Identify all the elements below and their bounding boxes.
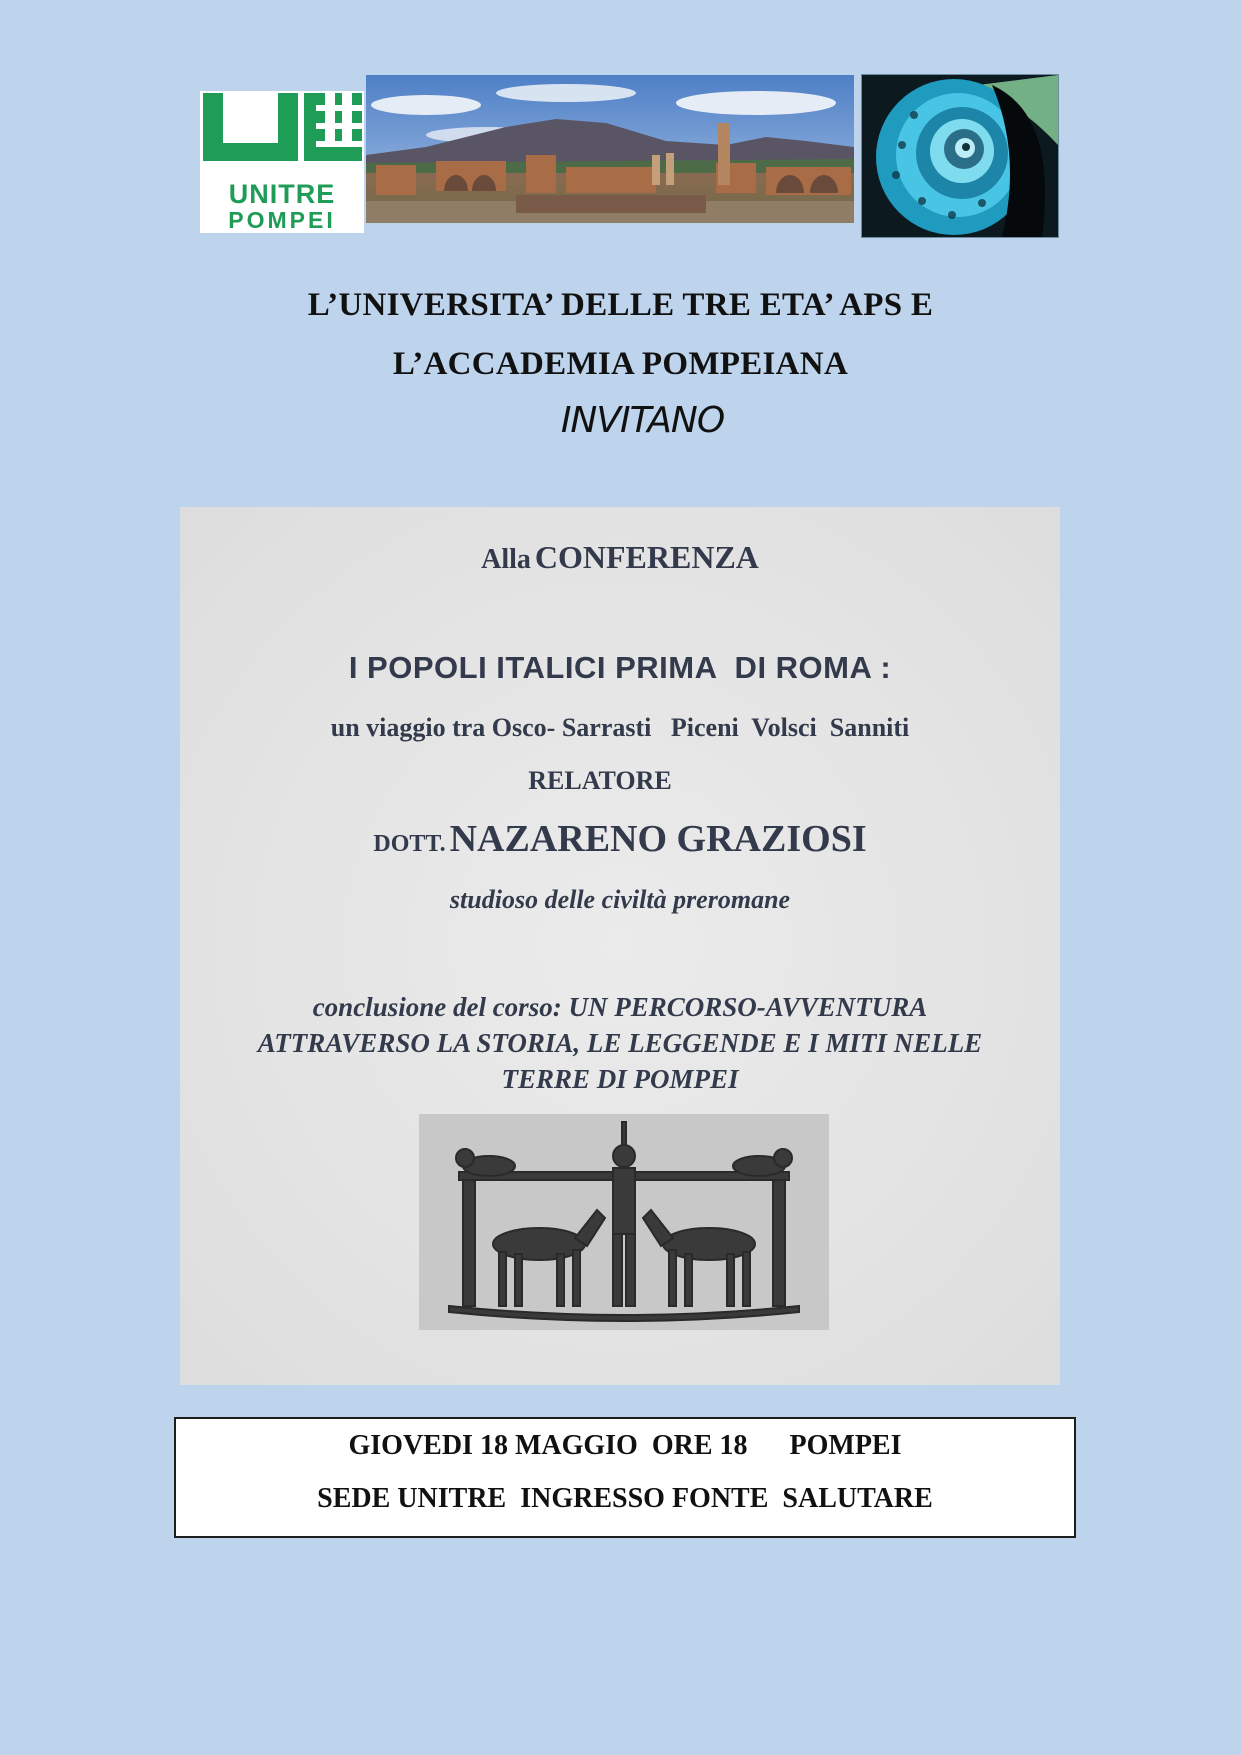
event-info-box (174, 1417, 1076, 1538)
speaker-role: studioso delle civiltà preromane (449, 885, 791, 914)
conclusion-line-2: ATTRAVERSO LA STORIA, LE LEGGENDE E I MITI NELLE (257, 1028, 983, 1058)
conclusion-line-3: TERRE DI POMPEI (501, 1064, 739, 1094)
event-date-time-place: GIOVEDI 18 MAGGIO ORE 18 POMPEI (348, 1430, 902, 1461)
alla-word: Alla (481, 544, 531, 575)
speaker-name: NAZARENO GRAZIOSI (449, 818, 867, 860)
organizer-line-1: L’UNIVERSITA’ DELLE TRE ETA’ APS E (307, 287, 934, 323)
logo-text-pompei: POMPEI (228, 207, 336, 233)
conference-intro (180, 539, 1060, 576)
logo-text-unitre: UNITRE (228, 179, 336, 209)
pompeii-forum-vesuvius-photo (366, 75, 854, 223)
conference-subtitle: un viaggio tra Osco- Sarrasti Piceni Volsci Sanniti (330, 713, 910, 742)
conferenza-word: CONFERENZA (534, 539, 759, 575)
conference-panel (180, 507, 1060, 1385)
relatore-label: RELATORE (528, 766, 672, 795)
speaker-line (180, 817, 1060, 861)
speaker-prefix: DOTT. (373, 831, 446, 857)
italic-bronze-artefact-image (419, 1114, 829, 1330)
organizer-line-2: L’ACCADEMIA POMPEIANA (392, 346, 849, 382)
conclusion-line-1: UN PERCORSO-AVVENTURA (568, 992, 928, 1022)
event-venue: SEDE UNITRE INGRESSO FONTE SALUTARE (317, 1483, 933, 1514)
blue-spiral-artwork (862, 75, 1058, 237)
invitano-heading: INVITANO (560, 400, 725, 441)
course-conclusion (180, 989, 1060, 1097)
unitre-pompei-logo (200, 91, 364, 233)
conference-title: I POPOLI ITALICI PRIMA DI ROMA : (348, 650, 892, 685)
conclusion-lead: conclusione del corso: (312, 992, 569, 1022)
